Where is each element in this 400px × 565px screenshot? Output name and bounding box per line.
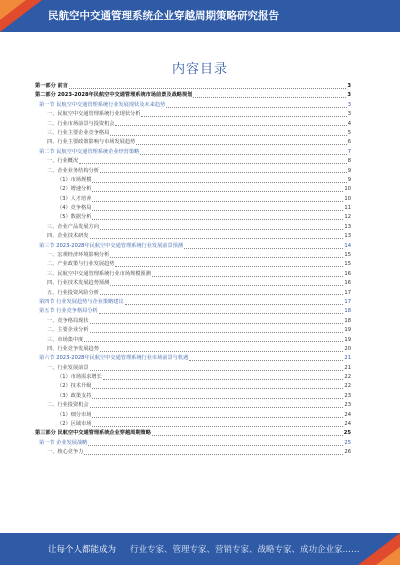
toc-entry-page: 21 [344,364,351,371]
toc-entry-page: 17 [344,298,351,305]
toc-entry-page: 3 [347,82,351,89]
toc-entry[interactable] [35,167,351,176]
toc-entry[interactable] [35,223,351,232]
toc-entry-page: 11 [344,205,351,212]
toc-entry-page: 6 [347,139,351,146]
toc-entry[interactable] [35,448,351,457]
toc-entry-text: （1）细分市场 [57,411,92,418]
toc-entry-text: 二、产业政策与行业发展趋势 [47,261,115,268]
footer-banner [0,533,400,565]
toc-leader-dots [100,229,344,230]
toc-entry-page: 19 [344,336,351,343]
toc-leader-dots [100,351,344,352]
toc-entry-page: 12 [344,214,351,221]
toc-entry-text: （3）政策支持 [57,392,92,399]
toc-leader-dots [152,435,343,436]
toc-entry-page: 24 [344,421,351,428]
toc-leader-dots [110,285,343,286]
toc-entry-page: 18 [344,308,351,315]
toc-leader-dots [90,370,344,371]
toc-leader-dots [92,191,343,192]
toc-entry-text: （4）竞争格局 [57,205,92,212]
toc-entry-text: 一、宏观经济环境影响分析 [47,252,110,259]
toc-entry[interactable] [35,91,351,100]
toc-entry[interactable] [35,420,351,429]
toc-entry-page: 18 [344,317,351,324]
toc-leader-dots [69,88,346,89]
toc-leader-dots [92,201,343,202]
toc-entry-page: 3 [347,111,351,118]
toc-entry-text: （1）市场规模 [57,176,92,183]
toc-entry-page: 13 [344,223,351,230]
toc-entry[interactable] [35,213,351,222]
toc-entry-page: 10 [344,195,351,202]
toc-leader-dots [115,266,343,267]
toc-entry-text: 第三节 2023-2028年民航空中交通管理系统行业发展前景预测 [39,242,184,249]
toc-entry[interactable] [35,336,351,345]
toc-entry-text: 二、企业业务结构分析 [47,167,99,174]
toc-entry-page: 5 [347,129,351,136]
toc-entry[interactable] [35,373,351,382]
toc-leader-dots [100,294,344,295]
toc-leader-dots [90,332,344,333]
toc-entry[interactable] [35,101,351,110]
toc-entry[interactable] [35,157,351,166]
toc-entry[interactable] [35,392,351,401]
toc-entry[interactable] [35,242,351,251]
toc-entry-page: 24 [344,411,351,418]
toc-entry[interactable] [35,383,351,392]
toc-entry-page: 9 [347,176,351,183]
toc-entry-text: 三、民航空中交通管理系统行业市场规模预测 [47,270,151,277]
toc-leader-dots [166,107,347,108]
toc-leader-dots [100,172,347,173]
toc-entry[interactable] [35,185,351,194]
toc-title: 内容目录 [171,62,228,77]
toc-entry-text: 二、行业市场前景与投资机会 [47,120,115,127]
toc-entry-text: 一、核心竞争力 [47,449,84,456]
toc-entry-page: 4 [347,120,351,127]
toc-leader-dots [115,125,346,126]
footer-corner-accent [376,547,400,565]
toc-entry-page: 3 [347,92,351,99]
toc-leader-dots [92,388,343,389]
toc-entry-page: 17 [344,289,351,296]
toc-entry-page: 26 [344,449,351,456]
footer-lead: 让每个人都能成为 [48,545,117,555]
toc-entry-page: 23 [344,392,351,399]
toc-entry-page: 19 [344,327,351,334]
toc-entry[interactable] [35,298,351,307]
toc-leader-dots [136,144,346,145]
toc-entry-text: 二、行业投资机会 [47,402,89,409]
toc-entry-text: 四、行业竞争发展趋势 [47,345,99,352]
toc-entry-page: 16 [344,270,351,277]
toc-entry-text: 一、民航空中交通管理系统行业现状分析 [47,111,141,118]
toc-entry[interactable] [35,307,351,316]
toc-entry-page: 22 [344,383,351,390]
toc-entry-text: 第四节 行业发展趋势与企业策略建议 [39,298,124,305]
toc-entry[interactable] [35,195,351,204]
toc-entry-page: 13 [344,233,351,240]
toc-entry[interactable] [35,279,351,288]
toc-entry-text: （5）数据分析 [57,214,92,221]
toc-entry-page: 25 [344,439,351,446]
toc-entry-page: 3 [347,101,351,108]
toc-leader-dots [152,276,344,277]
toc-entry-page: 15 [344,252,351,259]
toc-leader-dots [92,417,343,418]
toc-entry-text: 一、行业概况 [47,158,79,165]
toc-entry-text: 第一节 民航空中交通管理系统行业发展现状及未来趋势 [39,101,166,108]
toc-leader-dots [189,360,343,361]
toc-entry-page: 10 [344,186,351,193]
toc-entry[interactable] [35,439,351,448]
toc-entry-page: 9 [347,167,351,174]
toc-entry-text: 四、行业技术发展趋势预测 [47,280,110,287]
toc-entry[interactable] [35,354,351,363]
toc-entry-text: 第二节 民航空中交通管理系统企业经营策略 [39,148,140,155]
toc-entry-page: 15 [344,261,351,268]
toc-entry[interactable] [35,110,351,119]
toc-entry-page: 14 [344,242,351,249]
toc-entry[interactable] [35,120,351,129]
toc-leader-dots [92,426,343,427]
toc-entry-text: 四、行业主要政策影响与市场发展趋势 [47,139,136,146]
footer-tags: 行业专家、管理专家、营销专家、战略专家、成功企业家…… [130,545,360,555]
toc-leader-dots [125,304,344,305]
toc-leader-dots [110,257,343,258]
toc-entry-page: 20 [344,345,351,352]
toc-leader-dots [141,116,346,117]
toc-leader-dots [92,182,346,183]
toc-entry-text: 第二部分 2023-2028年民航空中交通管理系统市场前景及战略规划 [35,92,193,99]
toc-entry[interactable] [35,364,351,373]
document-title: 民航空中交通管理系统企业穿越周期策略研究报告 [48,10,279,22]
toc-entry-text: 四、企业技术研发 [47,233,89,240]
toc-entry[interactable] [35,289,351,298]
toc-entry[interactable] [35,317,351,326]
table-of-contents [35,82,351,458]
toc-entry-text: 第五节 行业竞争格局分析 [39,308,98,315]
toc-leader-dots [92,398,343,399]
toc-entry[interactable] [35,138,351,147]
toc-entry[interactable] [35,345,351,354]
toc-leader-dots [90,407,344,408]
toc-leader-dots [84,341,343,342]
toc-leader-dots [88,445,343,446]
toc-entry-text: （2）技术升级 [57,383,92,390]
toc-entry-text: 五、行业投资风险分析 [47,289,99,296]
toc-entry[interactable] [35,326,351,335]
toc-entry-text: 第三部分 民航空中交通管理系统企业穿越周期策略 [35,430,151,437]
toc-entry[interactable] [35,260,351,269]
toc-leader-dots [79,163,347,164]
toc-entry[interactable] [35,129,351,138]
toc-entry-text: 三、企业产品发展方向 [47,223,99,230]
toc-entry-text: 第一节 企业发展战略 [39,439,88,446]
toc-leader-dots [110,135,346,136]
header-corner-accent [0,0,26,20]
toc-entry-text: 第一部分 前言 [35,82,68,89]
toc-leader-dots [184,248,343,249]
toc-entry-page: 7 [347,148,351,155]
toc-entry-text: （1）市场需求增长 [57,374,102,381]
toc-entry[interactable] [35,251,351,260]
toc-leader-dots [193,97,346,98]
toc-entry-page: 22 [344,374,351,381]
header-banner [0,0,400,32]
toc-entry-text: 一、竞争格局现状 [47,317,89,324]
toc-entry-text: 三、市场集中度 [47,336,84,343]
toc-entry-page: 25 [343,430,351,437]
toc-leader-dots [90,238,344,239]
toc-entry-text: （3）人才培养 [57,195,92,202]
toc-leader-dots [140,154,346,155]
toc-entry-text: 二、主要企业分析 [47,327,89,334]
toc-leader-dots [90,323,344,324]
toc-entry[interactable] [35,270,351,279]
toc-leader-dots [99,313,344,314]
toc-entry-page: 8 [347,158,351,165]
toc-entry[interactable] [35,429,351,438]
toc-entry-text: 第六节 2023-2028年民航空中交通管理系统行业市场前景与机遇 [39,355,189,362]
toc-entry-page: 23 [344,402,351,409]
toc-leader-dots [92,210,343,211]
toc-entry-text: 一、行业发展前景 [47,364,89,371]
toc-entry[interactable] [35,148,351,157]
toc-entry-text: （2）增速分析 [57,186,92,193]
toc-entry[interactable] [35,204,351,213]
toc-leader-dots [92,219,343,220]
toc-entry-text: 三、行业主要企业竞争格局 [47,129,110,136]
toc-entry-page: 21 [344,355,351,362]
toc-entry[interactable] [35,232,351,241]
toc-leader-dots [84,454,343,455]
toc-entry-text: （2）区域市场 [57,421,92,428]
toc-entry[interactable] [35,401,351,410]
toc-entry[interactable] [35,411,351,420]
toc-entry-page: 16 [344,280,351,287]
toc-entry[interactable] [35,82,351,91]
toc-entry[interactable] [35,176,351,185]
toc-leader-dots [103,379,344,380]
